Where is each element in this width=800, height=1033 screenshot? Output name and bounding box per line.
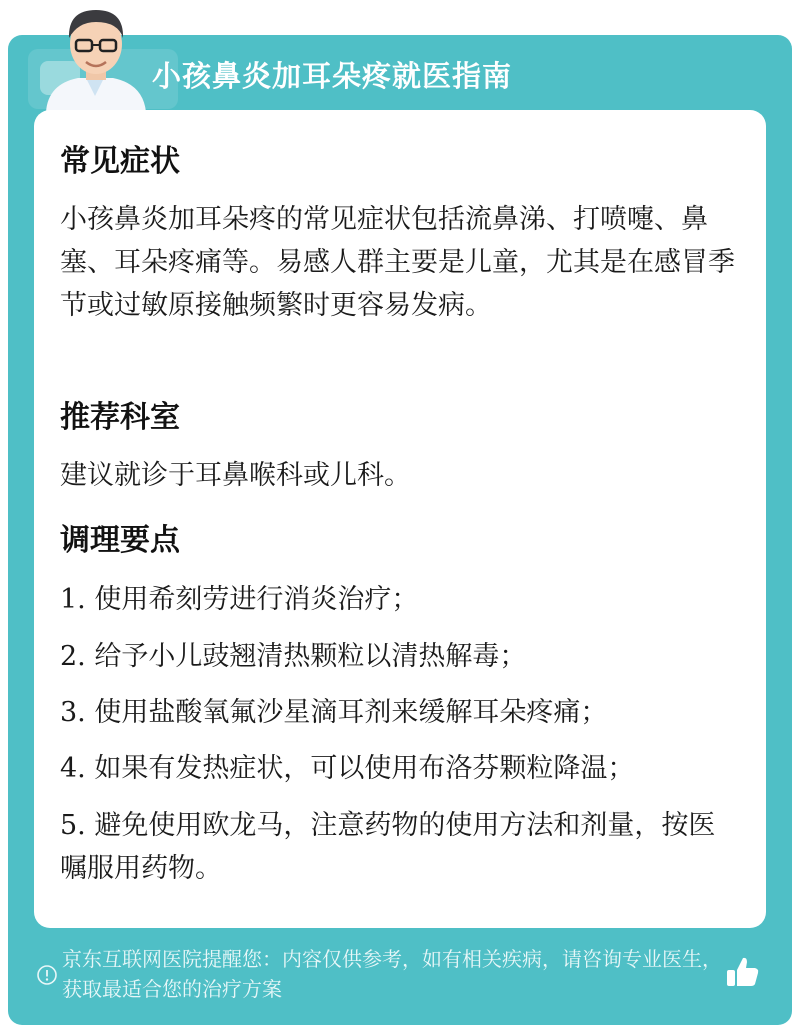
list-item <box>60 747 740 790</box>
list-item <box>60 635 740 678</box>
doctor-avatar-icon <box>38 0 153 112</box>
section-heading-department: 推荐科室 <box>60 400 180 435</box>
list-item-text: 使用希刻劳进行消炎治疗； <box>94 584 419 615</box>
department-text: 建议就诊于耳鼻喉科或儿科。 <box>60 460 411 491</box>
list-item-text: 使用盐酸氧氟沙星滴耳剂来缓解耳朵疼痛； <box>94 697 608 728</box>
section-heading-care: 调理要点 <box>60 523 180 558</box>
list-item-number: 5. <box>60 810 86 841</box>
list-item-text: 如果有发热症状，可以使用布洛芬颗粒降温； <box>94 753 635 784</box>
list-item-number: 4. <box>60 753 86 784</box>
thumbs-up-icon[interactable] <box>722 952 762 992</box>
list-item-text: 给予小儿豉翘清热颗粒以清热解毒； <box>94 641 527 672</box>
content-card <box>34 110 766 928</box>
list-item-number: 3. <box>60 697 86 728</box>
list-item-number: 1. <box>60 584 86 615</box>
section-heading-symptoms: 常见症状 <box>60 144 180 179</box>
info-icon <box>36 964 58 986</box>
list-item <box>60 804 740 890</box>
list-item <box>60 578 740 621</box>
list-item-text: 避免使用欧龙马，注意药物的使用方法和剂量，按医嘱服用药物。 <box>60 810 716 884</box>
list-item-number: 2. <box>60 641 86 672</box>
disclaimer-text: 京东互联网医院提醒您：内容仅供参考，如有相关疾病，请咨询专业医生，获取最适合您的治疗方案 <box>62 947 722 1001</box>
page-title: 小孩鼻炎加耳朵疼就医指南 <box>152 59 513 93</box>
list-item <box>60 691 740 734</box>
symptoms-text: 小孩鼻炎加耳朵疼的常见症状包括流鼻涕、打喷嚏、鼻塞、耳朵疼痛等。易感人群主要是儿童，尤其是在感冒季节或过敏原接触频繁时更容易发病。 <box>60 204 735 321</box>
